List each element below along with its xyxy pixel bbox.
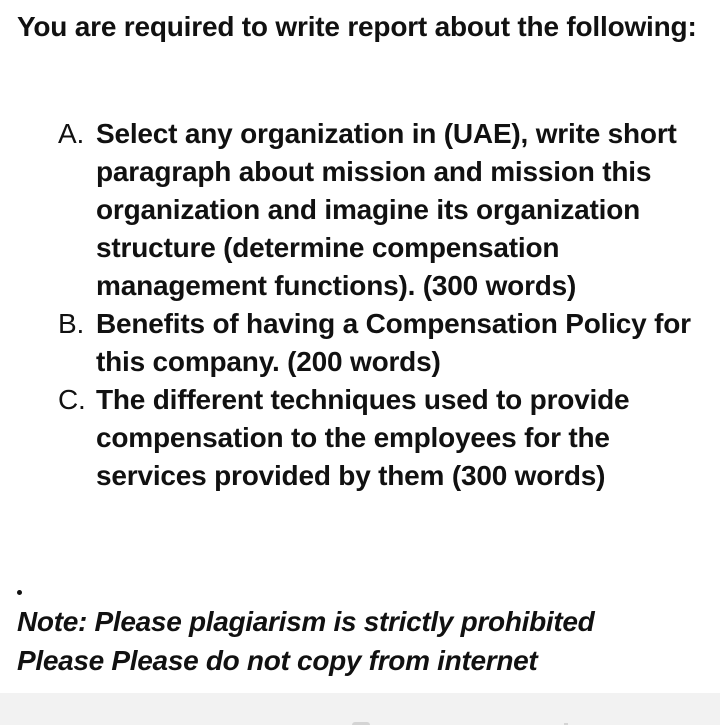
- note-line-1: Note: Please plagiarism is strictly prohibited: [17, 606, 595, 637]
- requirements-list: [58, 115, 713, 495]
- list-item: [58, 305, 713, 381]
- list-item-text: The different techniques used to provide compensation to the employees for the services provided by them (300 words): [96, 384, 630, 491]
- intro-text: You are required to write report about the following:: [17, 11, 697, 42]
- list-item-text: Select any organization in (UAE), write short paragraph about mission and mission this organization and imagine its organization structure (determine compensation management functions). (300 words): [96, 118, 677, 301]
- bottom-bar: [0, 693, 720, 725]
- list-marker: B.: [58, 308, 85, 339]
- list-item-text: Benefits of having a Compensation Policy for this company. (200 words): [96, 308, 691, 377]
- note-line-2: Please Please do not copy from internet: [17, 645, 538, 676]
- list-item: [58, 115, 713, 305]
- list-marker: C.: [58, 384, 86, 415]
- bullet-dot-icon: [17, 590, 22, 595]
- list-item: [58, 381, 713, 495]
- note-text: [17, 602, 707, 680]
- list-marker: A.: [58, 118, 85, 149]
